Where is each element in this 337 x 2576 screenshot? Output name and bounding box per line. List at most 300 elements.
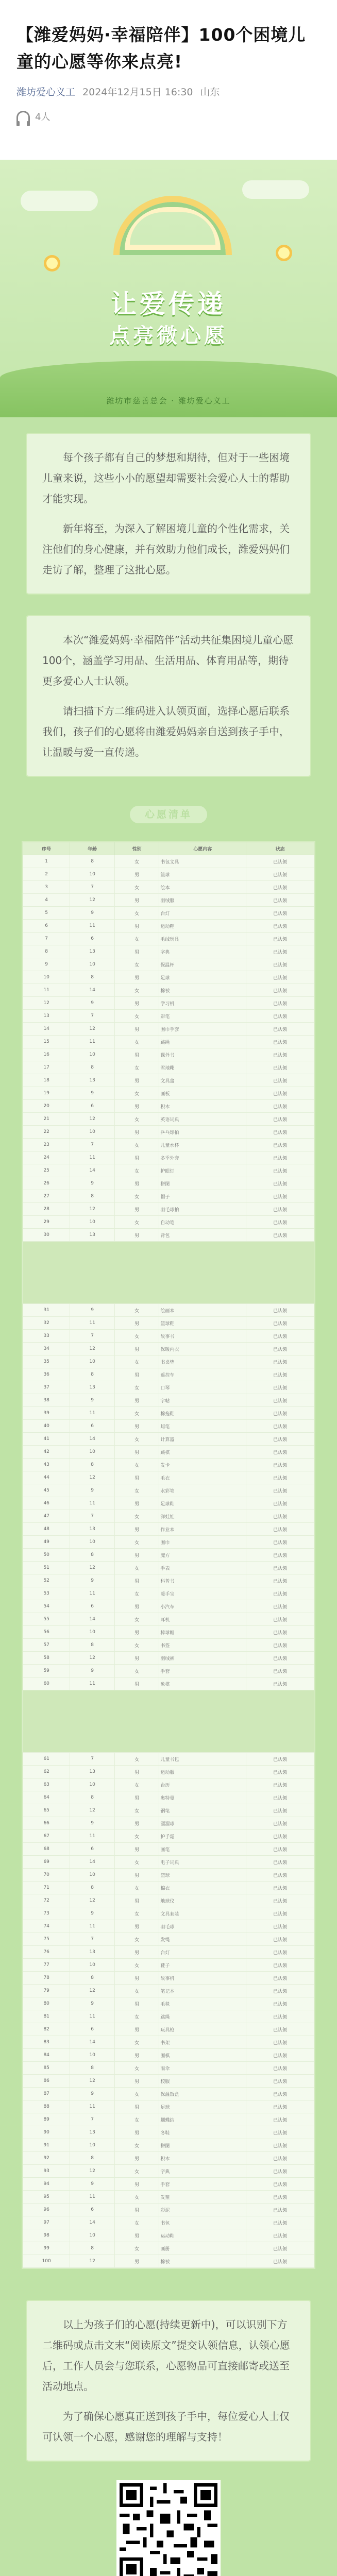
table-cell: 女 [114, 1190, 159, 1203]
table-cell: 冬鞋 [159, 2126, 246, 2139]
table-cell: 已认领 [246, 1484, 314, 1497]
table-cell: 35 [23, 1355, 70, 1368]
table-row [23, 1203, 314, 1216]
table-gap-cell [23, 1690, 314, 1753]
table-cell: 13 [70, 1523, 115, 1536]
table-row [23, 2062, 314, 2075]
table-cell: 已认领 [246, 1343, 314, 1355]
table-cell: 55 [23, 1613, 70, 1626]
table-row [23, 1626, 314, 1639]
table-cell: 已认领 [246, 1985, 314, 1997]
table-cell: 11 [23, 984, 70, 997]
table-cell: 12 [70, 1652, 115, 1665]
table-cell: 9 [70, 997, 115, 1010]
table-cell: 已认领 [246, 1856, 314, 1869]
table-cell: 10 [70, 1626, 115, 1639]
table-cell: 51 [23, 1562, 70, 1574]
table-cell: 48 [23, 1523, 70, 1536]
table-cell: 已认领 [246, 2204, 314, 2216]
table-cell: 画板 [159, 1087, 246, 1100]
table-row [23, 1817, 314, 1830]
table-cell: 书桌垫 [159, 1355, 246, 1368]
after-table-box [26, 2300, 311, 2462]
table-cell: 12 [70, 1471, 115, 1484]
table-cell: 13 [70, 945, 115, 958]
table-cell: 66 [23, 1817, 70, 1830]
table-row [23, 1497, 314, 1510]
table-cell: 71 [23, 1882, 70, 1894]
table-row [23, 1190, 314, 1203]
table-cell: 已认领 [246, 2113, 314, 2126]
table-cell: 跳绳 [159, 1036, 246, 1048]
table-cell: 已认领 [246, 2049, 314, 2062]
table-row [23, 2255, 314, 2268]
table-cell: 9 [70, 1177, 115, 1190]
table-row [23, 1139, 314, 1151]
table-cell: 男 [114, 1574, 159, 1587]
table-cell: 3 [23, 881, 70, 894]
table-cell: 已认领 [246, 1600, 314, 1613]
table-cell: 女 [114, 1355, 159, 1368]
table-row [23, 1677, 314, 1690]
table-cell: 女 [114, 1381, 159, 1394]
table-cell: 11 [70, 1830, 115, 1843]
table-row [23, 1933, 314, 1946]
table-cell: 已认领 [246, 868, 314, 881]
table-cell: 女 [114, 907, 159, 920]
publish-date: 2024年12月15日 16:30 [82, 87, 193, 98]
table-cell: 发箍 [159, 2191, 246, 2204]
table-cell: 女 [114, 1036, 159, 1048]
table-row [23, 1907, 314, 1920]
table-row [23, 2139, 314, 2152]
table-row [23, 855, 314, 868]
table-cell: 12 [23, 997, 70, 1010]
table-cell: 男 [114, 2126, 159, 2139]
table-cell: 雪地靴 [159, 1061, 246, 1074]
table-cell: 97 [23, 2216, 70, 2229]
table-cell: 故事机 [159, 1972, 246, 1985]
table-cell: 已认领 [246, 1459, 314, 1471]
table-cell: 6 [70, 1600, 115, 1613]
table-cell: 8 [70, 1459, 115, 1471]
table-cell: 已认领 [246, 1997, 314, 2010]
table-cell: 已认领 [246, 1113, 314, 1126]
process-paragraph: 请扫描下方二维码进入认领页面，选择心愿后联系我们，孩子们的心愿将由潍爱妈妈亲自送到孩子手中，让温暖与爱一直传递。 [42, 705, 290, 758]
table-row [23, 1317, 314, 1330]
table-cell: 已认领 [246, 920, 314, 933]
table-cell: 男 [114, 2075, 159, 2088]
table-cell: 玩具枪 [159, 2023, 246, 2036]
table-cell: 护眼灯 [159, 1164, 246, 1177]
table-row [23, 1778, 314, 1791]
table-cell: 已认领 [246, 2242, 314, 2255]
table-cell: 男 [114, 1023, 159, 1036]
table-cell: 男 [114, 1677, 159, 1690]
table-cell: 9 [70, 2088, 115, 2100]
table-cell: 已认领 [246, 1817, 314, 1830]
table-cell: 69 [23, 1856, 70, 1869]
table-cell: 已认领 [246, 1959, 314, 1972]
article-header [0, 0, 337, 160]
table-cell: 科普书 [159, 1574, 246, 1587]
table-cell: 10 [70, 1778, 115, 1791]
table-cell: 绘画本 [159, 1304, 246, 1317]
wish-list-title: 心愿清单 [130, 806, 207, 823]
table-cell: 6 [23, 920, 70, 933]
table-row [23, 1471, 314, 1484]
table-cell: 魔方 [159, 1549, 246, 1562]
account-link[interactable]: 潍坊爱心义工 [16, 87, 76, 98]
table-row [23, 2049, 314, 2062]
table-row [23, 1843, 314, 1856]
table-cell: 11 [70, 1317, 115, 1330]
table-cell: 篮球 [159, 868, 246, 881]
table-cell: 96 [23, 2204, 70, 2216]
table-gap [23, 1242, 314, 1304]
table-cell: 男 [114, 971, 159, 984]
table-cell: 13 [23, 1010, 70, 1023]
table-row [23, 920, 314, 933]
table-cell: 92 [23, 2152, 70, 2165]
table-cell: 已认领 [246, 2062, 314, 2075]
table-cell: 积木 [159, 2152, 246, 2165]
table-cell: 围巾 [159, 1536, 246, 1549]
table-cell: 已认领 [246, 1946, 314, 1959]
table-cell: 11 [70, 2100, 115, 2113]
table-cell: 已认领 [246, 2152, 314, 2165]
table-cell: 棉衣 [159, 1882, 246, 1894]
table-cell: 59 [23, 1665, 70, 1677]
table-cell: 13 [70, 1074, 115, 1087]
table-cell: 已认领 [246, 1497, 314, 1510]
hero-banner [0, 160, 337, 417]
table-cell: 12 [70, 1562, 115, 1574]
table-cell: 77 [23, 1959, 70, 1972]
table-cell: 女 [114, 1778, 159, 1791]
table-cell: 80 [23, 1997, 70, 2010]
table-cell: 36 [23, 1368, 70, 1381]
table-row [23, 984, 314, 997]
table-cell: 围巾手套 [159, 1023, 246, 1036]
table-cell: 已认领 [246, 1882, 314, 1894]
table-cell: 10 [70, 868, 115, 881]
table-cell: 已认领 [246, 1523, 314, 1536]
table-cell: 女 [114, 1933, 159, 1946]
table-cell: 已认领 [246, 1330, 314, 1343]
table-cell: 校服 [159, 2075, 246, 2088]
table-cell: 女 [114, 1216, 159, 1229]
table-cell: 10 [70, 1355, 115, 1368]
table-cell: 75 [23, 1933, 70, 1946]
table-cell: 5 [23, 907, 70, 920]
table-cell: 运动鞋 [159, 920, 246, 933]
table-cell: 已认领 [246, 1562, 314, 1574]
table-cell: 8 [70, 971, 115, 984]
table-cell: 14 [70, 1433, 115, 1446]
table-cell: 8 [70, 1639, 115, 1652]
table-cell: 台灯 [159, 1946, 246, 1959]
table-cell: 2 [23, 868, 70, 881]
table-cell: 已认领 [246, 1100, 314, 1113]
table-cell: 女 [114, 1459, 159, 1471]
table-cell: 女 [114, 1536, 159, 1549]
table-cell: 15 [23, 1036, 70, 1048]
table-cell: 文具套装 [159, 1907, 246, 1920]
table-row [23, 971, 314, 984]
table-cell: 14 [70, 1164, 115, 1177]
table-cell: 85 [23, 2062, 70, 2075]
table-cell: 拼图 [159, 1177, 246, 1190]
listen-count[interactable] [16, 110, 321, 123]
table-cell: 男 [114, 1869, 159, 1882]
table-cell: 女 [114, 881, 159, 894]
table-cell: 蜡笔 [159, 1420, 246, 1433]
table-cell: 男 [114, 2049, 159, 2062]
table-cell: 女 [114, 1407, 159, 1420]
table-cell: 84 [23, 2049, 70, 2062]
table-cell: 女 [114, 1830, 159, 1843]
table-cell: 10 [70, 1869, 115, 1882]
table-cell: 13 [70, 1946, 115, 1959]
table-row [23, 1446, 314, 1459]
table-cell: 10 [70, 1126, 115, 1139]
table-cell: 棉被 [159, 2255, 246, 2268]
table-cell: 男 [114, 1894, 159, 1907]
table-cell: 积木 [159, 1100, 246, 1113]
table-cell: 已认领 [246, 1665, 314, 1677]
table-cell: 男 [114, 1048, 159, 1061]
table-cell: 8 [70, 1190, 115, 1203]
after-table-paragraph: 以上为孩子们的心愿(持续更新中)，可以识别下方二维码或点击文末“阅读原文”提交认领信息，认领心愿后，工作人员会与您联系，心愿物品可直接邮寄或送至活动地点。 [42, 2318, 290, 2393]
table-cell: 男 [114, 1151, 159, 1164]
table-cell: 58 [23, 1652, 70, 1665]
table-cell: 女 [114, 1510, 159, 1523]
table-cell: 已认领 [246, 1753, 314, 1766]
table-cell: 已认领 [246, 881, 314, 894]
table-row [23, 1304, 314, 1317]
table-cell: 已认领 [246, 2075, 314, 2088]
table-cell: 11 [70, 2191, 115, 2204]
table-cell: 女 [114, 1139, 159, 1151]
table-row [23, 1368, 314, 1381]
table-cell: 已认领 [246, 2036, 314, 2049]
table-cell: 已认领 [246, 2088, 314, 2100]
table-row [23, 1920, 314, 1933]
table-row [23, 868, 314, 881]
table-cell: 女 [114, 1304, 159, 1317]
table-cell: 羽绒裤 [159, 1652, 246, 1665]
qr-code[interactable] [116, 2480, 221, 2576]
table-row [23, 933, 314, 945]
table-cell: 洋娃娃 [159, 1510, 246, 1523]
table-cell: 6 [70, 2204, 115, 2216]
table-cell: 男 [114, 1343, 159, 1355]
table-cell: 书架 [159, 2036, 246, 2049]
table-cell: 女 [114, 1484, 159, 1497]
table-cell: 73 [23, 1907, 70, 1920]
listen-label: 4人 [35, 112, 50, 123]
table-cell: 保暖内衣 [159, 1343, 246, 1355]
publish-location: 山东 [200, 87, 220, 98]
table-cell: 女 [114, 2216, 159, 2229]
table-cell: 6 [70, 1100, 115, 1113]
table-cell: 已认领 [246, 1317, 314, 1330]
table-cell: 已认领 [246, 1830, 314, 1843]
table-row [23, 1036, 314, 1048]
table-cell: 11 [70, 1920, 115, 1933]
table-cell: 12 [70, 1023, 115, 1036]
table-cell: 已认领 [246, 1420, 314, 1433]
table-cell: 14 [70, 1613, 115, 1626]
table-row [23, 1869, 314, 1882]
table-cell: 8 [70, 1368, 115, 1381]
table-cell: 已认领 [246, 1164, 314, 1177]
table-cell: 12 [70, 2165, 115, 2178]
table-cell: 已认领 [246, 2216, 314, 2229]
table-row [23, 1997, 314, 2010]
table-cell: 已认领 [246, 1804, 314, 1817]
table-cell: 74 [23, 1920, 70, 1933]
table-cell: 女 [114, 1587, 159, 1600]
table-cell: 8 [70, 855, 115, 868]
table-cell: 水彩笔 [159, 1484, 246, 1497]
process-box [26, 615, 311, 777]
table-cell: 棉被 [159, 984, 246, 997]
table-cell: 课外书 [159, 1048, 246, 1061]
table-header-row [23, 842, 314, 855]
table-cell: 运动鞋 [159, 2229, 246, 2242]
table-cell: 遥控车 [159, 1368, 246, 1381]
table-cell: 7 [70, 1510, 115, 1523]
table-cell: 小汽车 [159, 1600, 246, 1613]
table-row [23, 2229, 314, 2242]
table-cell: 跳绳 [159, 2010, 246, 2023]
table-cell: 8 [70, 2242, 115, 2255]
table-row [23, 1510, 314, 1523]
table-cell: 49 [23, 1536, 70, 1549]
table-row [23, 2088, 314, 2100]
table-cell: 已认领 [246, 1394, 314, 1407]
table-cell: 90 [23, 2126, 70, 2139]
table-cell: 男 [114, 1420, 159, 1433]
table-cell: 跳棋 [159, 1446, 246, 1459]
table-cell: 已认领 [246, 2126, 314, 2139]
table-cell: 男 [114, 920, 159, 933]
table-cell: 男 [114, 1203, 159, 1216]
table-cell: 已认领 [246, 894, 314, 907]
table-header-cell: 序号 [23, 842, 70, 855]
table-cell: 棒球帽 [159, 1626, 246, 1639]
table-cell: 男 [114, 1626, 159, 1639]
table-cell: 护手霜 [159, 1830, 246, 1843]
table-cell: 10 [70, 2229, 115, 2242]
table-cell: 8 [70, 2062, 115, 2075]
table-cell: 男 [114, 2100, 159, 2113]
table-cell: 女 [114, 1164, 159, 1177]
table-cell: 女 [114, 2062, 159, 2075]
table-cell: 8 [23, 945, 70, 958]
table-cell: 9 [70, 1997, 115, 2010]
table-cell: 已认领 [246, 1126, 314, 1139]
table-cell: 台历 [159, 1778, 246, 1791]
table-cell: 7 [70, 1753, 115, 1766]
table-cell: 100 [23, 2255, 70, 2268]
table-cell: 已认领 [246, 2229, 314, 2242]
table-cell: 书签 [159, 1639, 246, 1652]
table-cell: 8 [70, 1882, 115, 1894]
table-cell: 99 [23, 2242, 70, 2255]
table-cell: 手套 [159, 1665, 246, 1677]
table-cell: 已认领 [246, 1907, 314, 1920]
table-cell: 男 [114, 868, 159, 881]
table-cell: 6 [70, 2023, 115, 2036]
intro-paragraph: 新年将至，为深入了解困境儿童的个性化需求，关注他们的身心健康，并有效助力他们成长，潍爱妈妈们走访了解，整理了这批心愿。 [42, 522, 290, 576]
table-cell: 8 [70, 1791, 115, 1804]
table-cell: 9 [70, 1574, 115, 1587]
table-cell: 已认领 [246, 2191, 314, 2204]
table-cell: 9 [70, 1484, 115, 1497]
table-cell: 已认领 [246, 1471, 314, 1484]
table-cell: 女 [114, 2165, 159, 2178]
table-cell: 男 [114, 1177, 159, 1190]
table-cell: 女 [114, 1856, 159, 1869]
table-cell: 37 [23, 1381, 70, 1394]
table-cell: 9 [23, 958, 70, 971]
table-cell: 1 [23, 855, 70, 868]
table-cell: 14 [23, 1023, 70, 1036]
table-cell: 7 [70, 1933, 115, 1946]
table-cell: 已认领 [246, 1087, 314, 1100]
table-cell: 63 [23, 1778, 70, 1791]
table-row [23, 1959, 314, 1972]
table-cell: 6 [70, 1843, 115, 1856]
table-cell: 学习机 [159, 997, 246, 1010]
table-row [23, 1791, 314, 1804]
table-cell: 98 [23, 2229, 70, 2242]
table-cell: 女 [114, 2191, 159, 2204]
table-cell: 18 [23, 1074, 70, 1087]
table-row [23, 1407, 314, 1420]
table-cell: 已认领 [246, 1190, 314, 1203]
table-cell: 14 [70, 1856, 115, 1869]
table-cell: 男 [114, 1791, 159, 1804]
article-title: 【潍爱妈妈·幸福陪伴】100个困境儿童的心愿等你来点亮! [16, 25, 306, 72]
table-cell: 9 [70, 1907, 115, 1920]
table-row [23, 1766, 314, 1778]
table-cell: 7 [70, 2113, 115, 2126]
table-cell: 10 [70, 958, 115, 971]
hero-subtitle: 点亮微心愿 [109, 324, 228, 348]
table-row [23, 2036, 314, 2049]
table-row [23, 1100, 314, 1113]
table-cell: 拼图 [159, 2139, 246, 2152]
table-row [23, 2165, 314, 2178]
flower-decoration [46, 258, 58, 269]
table-cell: 男 [114, 1394, 159, 1407]
table-cell: 40 [23, 1420, 70, 1433]
table-cell: 保温杯 [159, 958, 246, 971]
table-cell: 83 [23, 2036, 70, 2049]
table-cell: 10 [70, 1048, 115, 1061]
table-cell: 女 [114, 2010, 159, 2023]
table-cell: 88 [23, 2100, 70, 2113]
table-row [23, 1216, 314, 1229]
table-cell: 16 [23, 1048, 70, 1061]
table-cell: 毛毯 [159, 1997, 246, 2010]
table-row [23, 1536, 314, 1549]
table-cell: 女 [114, 1804, 159, 1817]
